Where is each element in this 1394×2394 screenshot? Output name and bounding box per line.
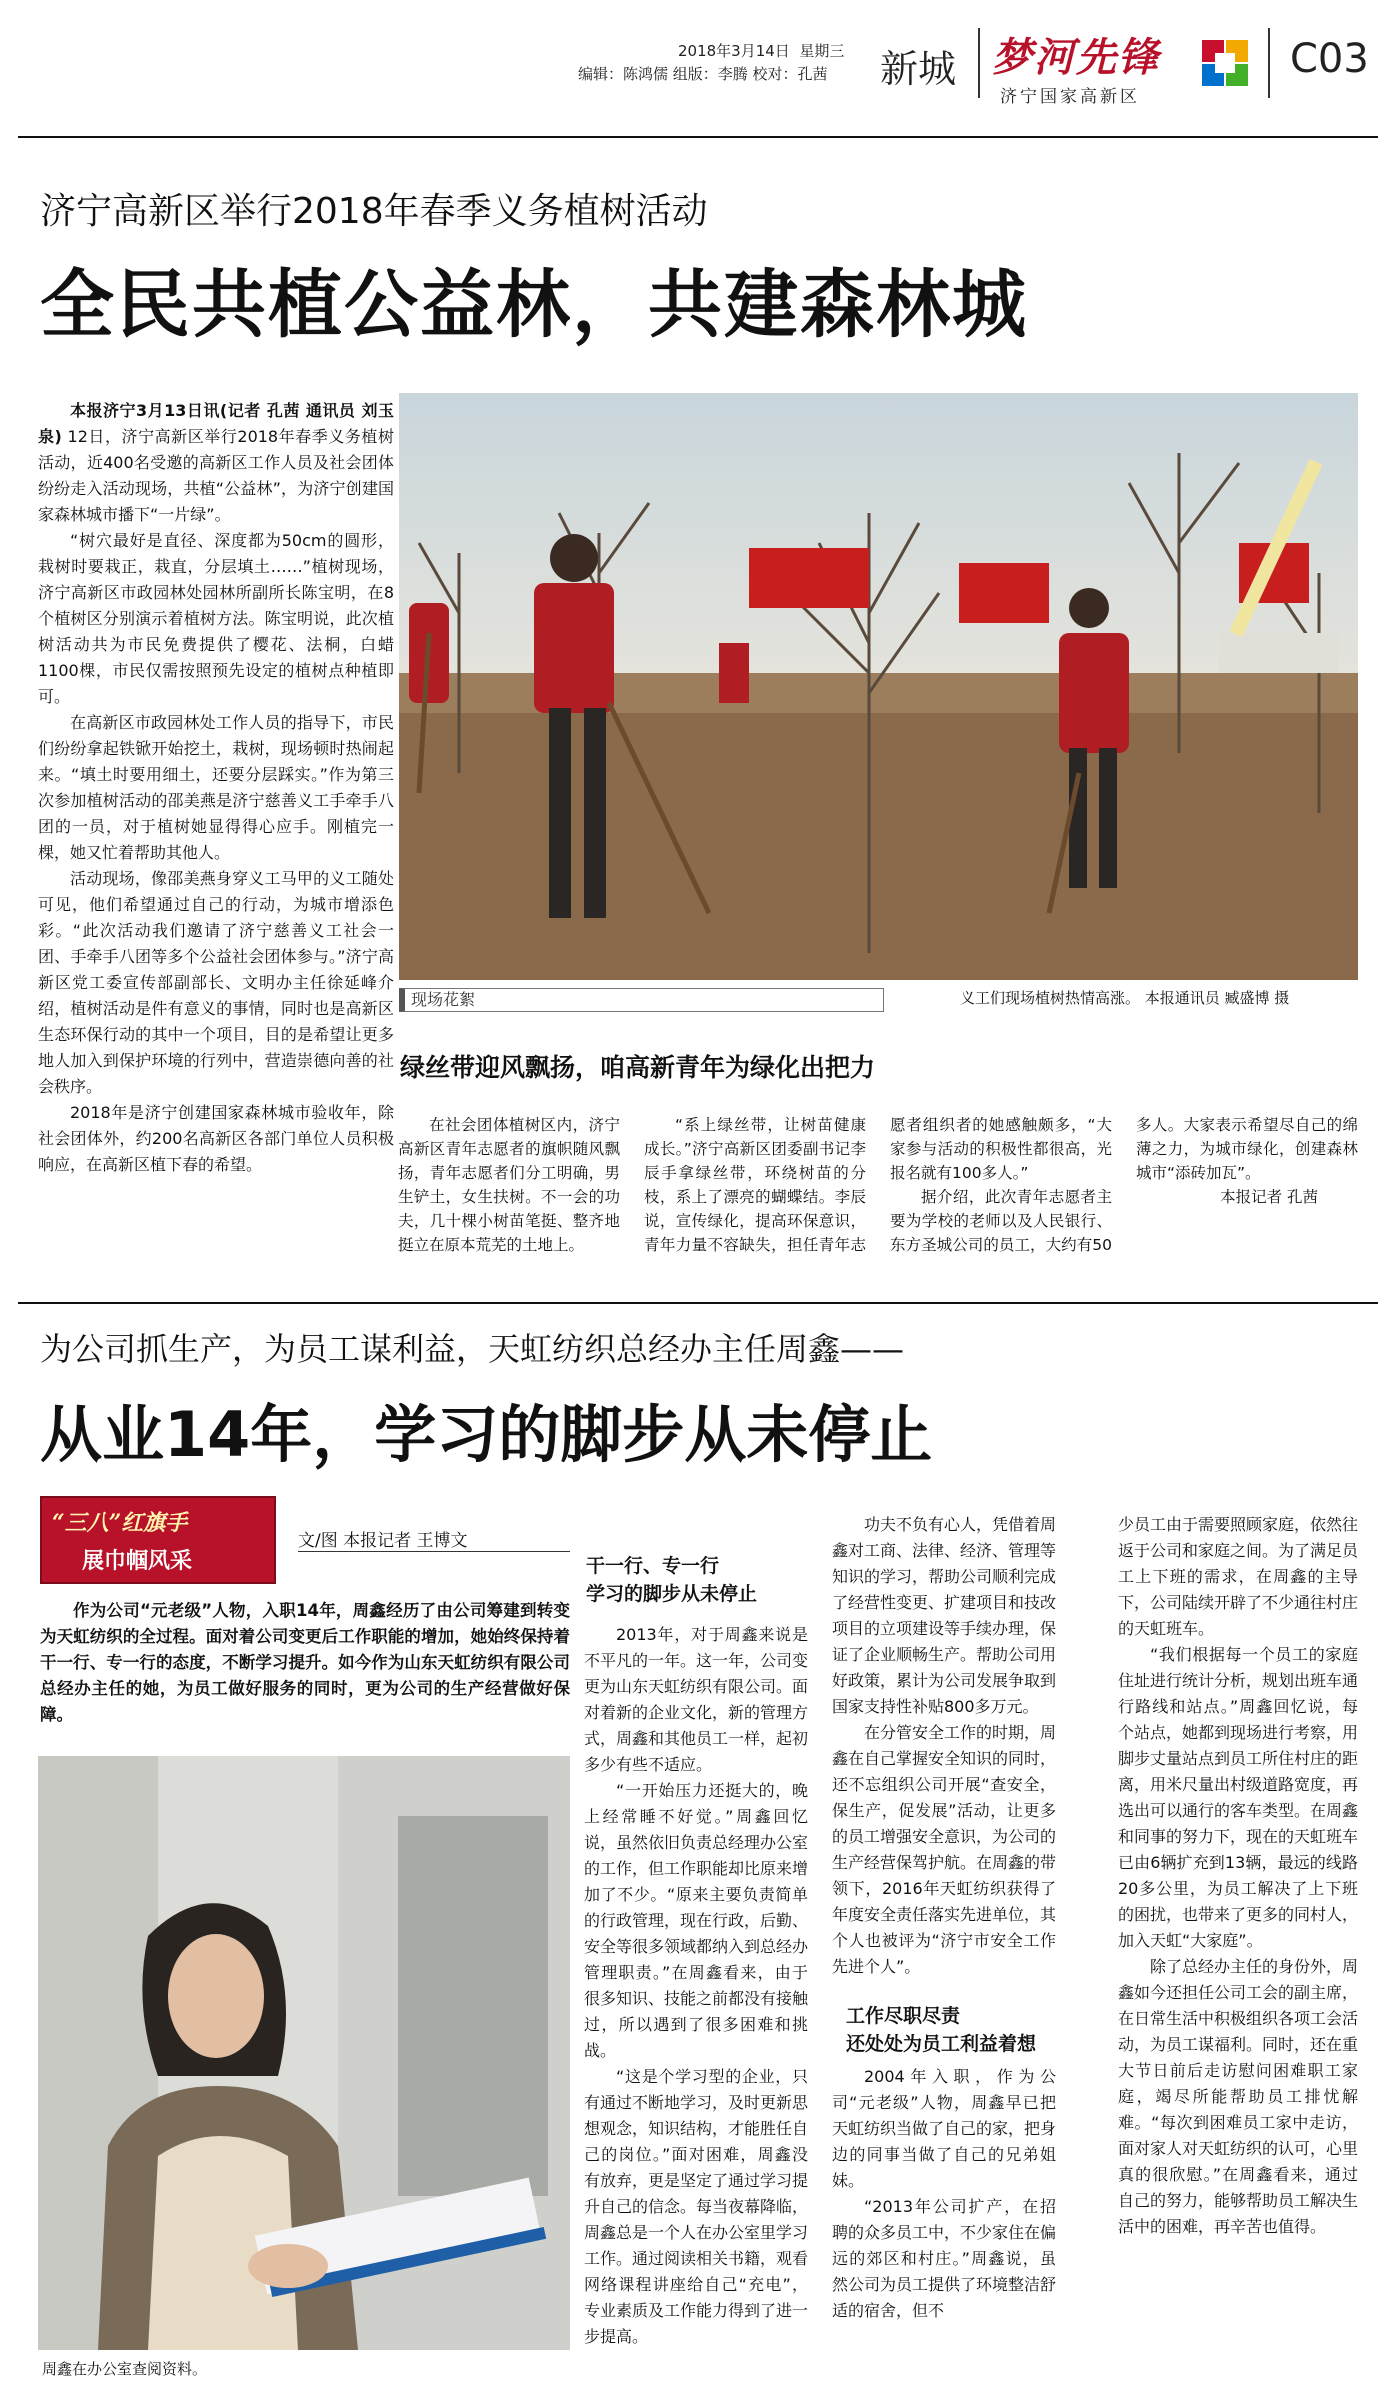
paragraph: “系上绿丝带，让树苗健康成长。”济宁高新区团委副书记李辰手拿绿丝带，环绕树苗的分枝，系上了漂亮的蝴蝶结。李辰说，宣传绿化，提高环保意识，青年力量不容缺失，担任青年志愿者组织者的她感触颇多，“大家参与活动的积极性都很高，光报名就有100多人。” [644, 1116, 1112, 1254]
story2-lead [40, 1598, 570, 1728]
paragraph: “我们根据每一个员工的家庭住址进行统计分析，规划出班车通行路线和站点。”周鑫回忆说，每个站点，她都到现场进行考察，用脚步丈量站点到员工所住村庄的距离，用米尺量出村级道路宽度，再选出可以通行的客车类型。在周鑫和同事的努力下，现在的天虹班车已由6辆扩充到13辆，最远的线路20多公里，为员工解决了上下班的困扰，也带来了更多的同村人，加入天虹“大家庭”。 [1118, 1645, 1359, 1950]
paragraph: “树穴最好是直径、深度都为50cm的圆形，栽树时要栽正，栽直，分层填土……”植树现场，济宁高新区市政园林处园林所副所长陈宝明，在8个植树区分别演示着植树方法。陈宝明说，此次植树活动共为市民免费提供了樱花、法桐，白蜡1100棵，市民仅需按照预先设定的植树点种植即可。 [38, 531, 394, 706]
paragraph: 少员工由于需要照顾家庭，依然往返于公司和家庭之间。为了满足员工上下班的需求，在周鑫的主导下，公司陆续开辟了不少通往村庄的天虹班车。 [1118, 1515, 1359, 1638]
subhead-line: 还处处为员工利益着想 [846, 2033, 1037, 2055]
paper-logo: 梦河先锋 [992, 34, 1160, 81]
side-signature: 本报记者 孔茜 [1220, 1188, 1318, 1206]
paragraph: 在高新区市政园林处工作人员的指导下，市民们纷纷拿起铁锨开始挖土，栽树，现场顿时热闹起来。“填土时要用细土，还要分层踩实。”作为第三次参加植树活动的邵美燕是济宁慈善义工手牵手八团的一员，对于植树她显得得心应手。刚植完一棵，她又忙着帮助其他人。 [38, 713, 394, 862]
story-separator [18, 1302, 1378, 1304]
story1-photo-caption: 义工们现场植树热情高涨。 本报通讯员 臧盛博 摄 [960, 989, 1290, 1007]
header-divider [978, 28, 980, 98]
story2-col2-bottom [832, 2064, 1056, 2324]
red-flag-badge [40, 1496, 276, 1584]
paragraph: “2013年公司扩产，在招聘的众多员工中，不少家住在偏远的郊区和村庄。”周鑫说，虽然公司为员工提供了环境整洁舒适的宿舍，但不 [832, 2197, 1057, 2320]
weekday: 星期三 [799, 42, 845, 60]
badge-subtitle: 展巾帼风采 [82, 1549, 193, 1574]
story1-kicker: 济宁高新区举行2018年春季义务植树活动 [40, 191, 708, 232]
paragraph: 2018年是济宁创建国家森林城市验收年，除社会团体外，约200名高新区各部门单位人员积极响应，在高新区植下春的希望。 [38, 1103, 394, 1174]
editors-line: 编辑：陈鸿儒 组版：李腾 校对：孔茜 [578, 65, 828, 83]
story1-headline: 全民共植公益林，共建森林城 [40, 262, 1028, 348]
district-label: 济宁国家高新区 [1000, 87, 1140, 107]
paragraph: 活动现场，像邵美燕身穿义工马甲的义工随处可见，他们希望通过自己的行动，为城市增添色彩。“此次活动我们邀请了济宁慈善义工社会一团、手牵手八团等多个公益社会团体参与。”济宁高新区党工委宣传部副部长、文明办主任徐延峰介绍，植树活动是件有意义的事情，同时也是高新区生态环保行动的其中一个项目，目的是希望让更多地人加入到保护环境的行列中，营造崇德向善的社会秩序。 [38, 869, 394, 1096]
section-name: 新城 [880, 47, 957, 91]
story1-subheadline: 绿丝带迎风飘扬，咱高新青年为绿化出把力 [400, 1053, 876, 1082]
story2-col1 [584, 1622, 808, 2350]
story2-photo-caption: 周鑫在办公室查阅资料。 [42, 2360, 208, 2378]
story2-subhead-1 [586, 1552, 757, 1608]
story1-byline: 本报济宁3月13日讯(记者 孔茜 通讯员 刘玉泉) [38, 401, 394, 446]
paragraph: 在分管安全工作的时期，周鑫在自己掌握安全知识的同时，还不忘组织公司开展“查安全，保生产，促发展”活动，让更多的员工增强安全意识，为公司的生产经营保驾护航。在周鑫的带领下，2016年天虹纺织获得了年度安全责任落实先进单位，其个人也被评为“济宁市安全工作先进个人”。 [832, 1723, 1057, 1976]
paragraph: 12日，济宁高新区举行2018年春季义务植树活动，近400名受邀的高新区工作人员及社会团体纷纷走入活动现场，共植“公益林”，为济宁创建国家森林城市播下“一片绿”。 [38, 427, 394, 524]
story2-col3 [1118, 1512, 1358, 2240]
subhead-line: 干一行、专一行 [586, 1555, 720, 1577]
paragraph: 在社会团体植树区内，济宁高新区青年志愿者的旗帜随风飘扬，青年志愿者们分工明确，男生铲土，女生扶树。不一会的功夫，几十棵小树苗笔挺、整齐地挺立在原本荒芜的土地上。 [398, 1116, 620, 1254]
header-rule [18, 136, 1378, 138]
subhead-line: 工作尽职尽责 [846, 2005, 961, 2027]
byline-rule [298, 1551, 570, 1552]
header-divider-2 [1268, 28, 1270, 98]
paragraph: 功夫不负有心人，凭借着周鑫对工商、法律、经济、管理等知识的学习，帮助公司顺利完成了经营性变更、扩建项目和技改项目的立项建设等手续办理，保证了企业顺畅生产。帮助公司用好政策，累计为公司发展争取到国家支持性补贴800多万元。 [832, 1515, 1057, 1716]
paragraph: 2013年，对于周鑫来说是不平凡的一年。这一年，公司变更为山东天虹纺织有限公司。面对着新的企业文化，新的管理方式，周鑫和其他员工一样，起初多少有些不适应。 [584, 1625, 809, 1774]
tree-planting-photo [399, 393, 1358, 980]
paper-emblem-icon [1200, 38, 1250, 88]
story2-byline: 文/图 本报记者 王博文 [298, 1531, 468, 1551]
story2-subhead-2 [846, 2002, 1036, 2058]
story2-headline: 从业14年，学习的脚步从未停止 [40, 1398, 933, 1471]
story2-col2-top [832, 1512, 1056, 1980]
story2-kicker: 为公司抓生产，为员工谋利益，天虹纺织总经办主任周鑫—— [40, 1330, 905, 1368]
story1-side-text [398, 1113, 1358, 1293]
page-number: C03 [1290, 36, 1369, 82]
paragraph: “一开始压力还挺大的，晚上经常睡不好觉。”周鑫回忆说，虽然依旧负责总经理办公室的工作，但工作职能却比原来增加了不少。“原来主要负责简单的行政管理，现在行政，后勤、安全等很多领域都纳入到总经办管理职责。”在周鑫看来，由于很多知识、技能之前都没有接触过，所以遇到了很多困难和挑战。 [584, 1781, 809, 2060]
date: 2018年3月14日 [678, 42, 790, 60]
issue-date [678, 40, 844, 61]
paragraph: 除了总经办主任的身份外，周鑫如今还担任公司工会的副主席，在日常生活中积极组织各项工会活动，为员工谋福利。同时，还在重大节日前后走访慰问困难职工家庭，竭尽所能帮助员工排忧解难。“每次到困难员工家中走访，面对家人对天虹纺织的认可，心里真的很欣慰。”在周鑫看来，通过自己的努力，能够帮助员工解决生活中的困难，再辛苦也值得。 [1118, 1957, 1359, 2236]
zhouxin-photo [38, 1756, 570, 2350]
subhead-line: 学习的脚步从未停止 [586, 1583, 758, 1605]
flower-label: 现场花絮 [411, 990, 476, 1009]
story1-body [38, 398, 394, 1178]
paragraph: “这是个学习型的企业，只有通过不断地学习，及时更新思想观念，知识结构，才能胜任自己的岗位。”面对困难，周鑫没有放弃，更是坚定了通过学习提升自己的信念。每当夜幕降临，周鑫总是一个人在办公室里学习工作。通过阅读相关书籍，观看网络课程讲座给自己“充电”，专业素质及工作能力得到了进一步提高。 [584, 2067, 809, 2346]
paragraph: 2004年入职，作为公司“元老级”人物，周鑫早已把天虹纺织当做了自己的家，把身边的同事当做了自己的兄弟姐妹。 [832, 2067, 1057, 2190]
flower-label-box [399, 988, 884, 1012]
lead-paragraph: 作为公司“元老级”人物，入职14年，周鑫经历了由公司筹建到转变为天虹纺织的全过程。面对着公司变更后工作职能的增加，她始终保持着干一行、专一行的态度，不断学习提升。如今作为山东天虹纺织有限公司总经办主任的她，为员工做好服务的同时，更为公司的生产经营做好保障。 [40, 1601, 570, 1724]
paragraph: 据介绍，此次青年志愿者主要为学校的老师以及人民银行、东方圣城公司的员工，大约有50多人。大家表示希望尽自己的绵薄之力，为城市绿化，创建森林城市“添砖加瓦”。 [890, 1116, 1358, 1254]
badge-title: “三八”红旗手 [52, 1510, 188, 1536]
